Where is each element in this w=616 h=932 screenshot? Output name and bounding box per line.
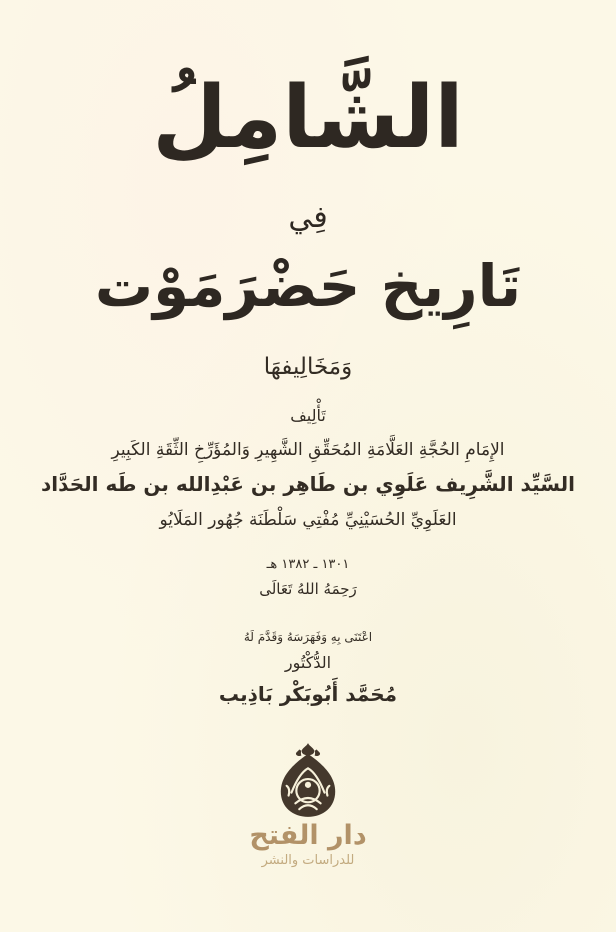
author-titles: العَلَوِيِّ الحُسَيْنِيِّ مُفْتِي سَلْطَنَة جُهُور المَلَايُو	[159, 510, 457, 530]
publisher-name: دار الفتح	[249, 820, 367, 851]
book-title-connector: فِي	[288, 200, 328, 235]
author-honorific: الإِمَامِ الحُجَّةِ العَلَّامَةِ المُحَقِّقِ الشَّهِيرِ وَالمُؤَرِّخِ الثِّقَةِ الكَبِيرِ	[111, 440, 505, 460]
author-prayer: رَحِمَهُ اللهُ تَعَالَى	[259, 580, 357, 598]
publisher-tagline: للدراسات والنشر	[261, 853, 355, 869]
book-title-main: الشَّامِلُ	[152, 68, 464, 168]
author-name: السَّيِّد الشَّرِيف عَلَوِي بن طَاهِر بن عَبْدِالله بن طَه الحَدَّاد	[41, 472, 575, 496]
book-title-subject: تَارِيخ حَضْرَمَوْت	[94, 252, 522, 320]
editor-title: الدُّكْتُور	[284, 653, 332, 672]
authored-by-label: تَأْلِيف	[290, 406, 326, 425]
editor-role-label: اعْتَنَى بِهِ وَفَهَرَسَهُ وَقَدَّمَ لَهُ	[243, 630, 373, 644]
publisher-block	[0, 742, 616, 868]
author-dates: ١٣٠١ ـ ١٣٨٢ هـ	[266, 557, 350, 572]
book-title-subtitle: وَمَخَالِيفهَا	[263, 354, 353, 380]
editor-name: مُحَمَّد أَبُوبَكْر بَاذِيب	[218, 682, 398, 706]
publisher-emblem-icon	[274, 742, 342, 818]
